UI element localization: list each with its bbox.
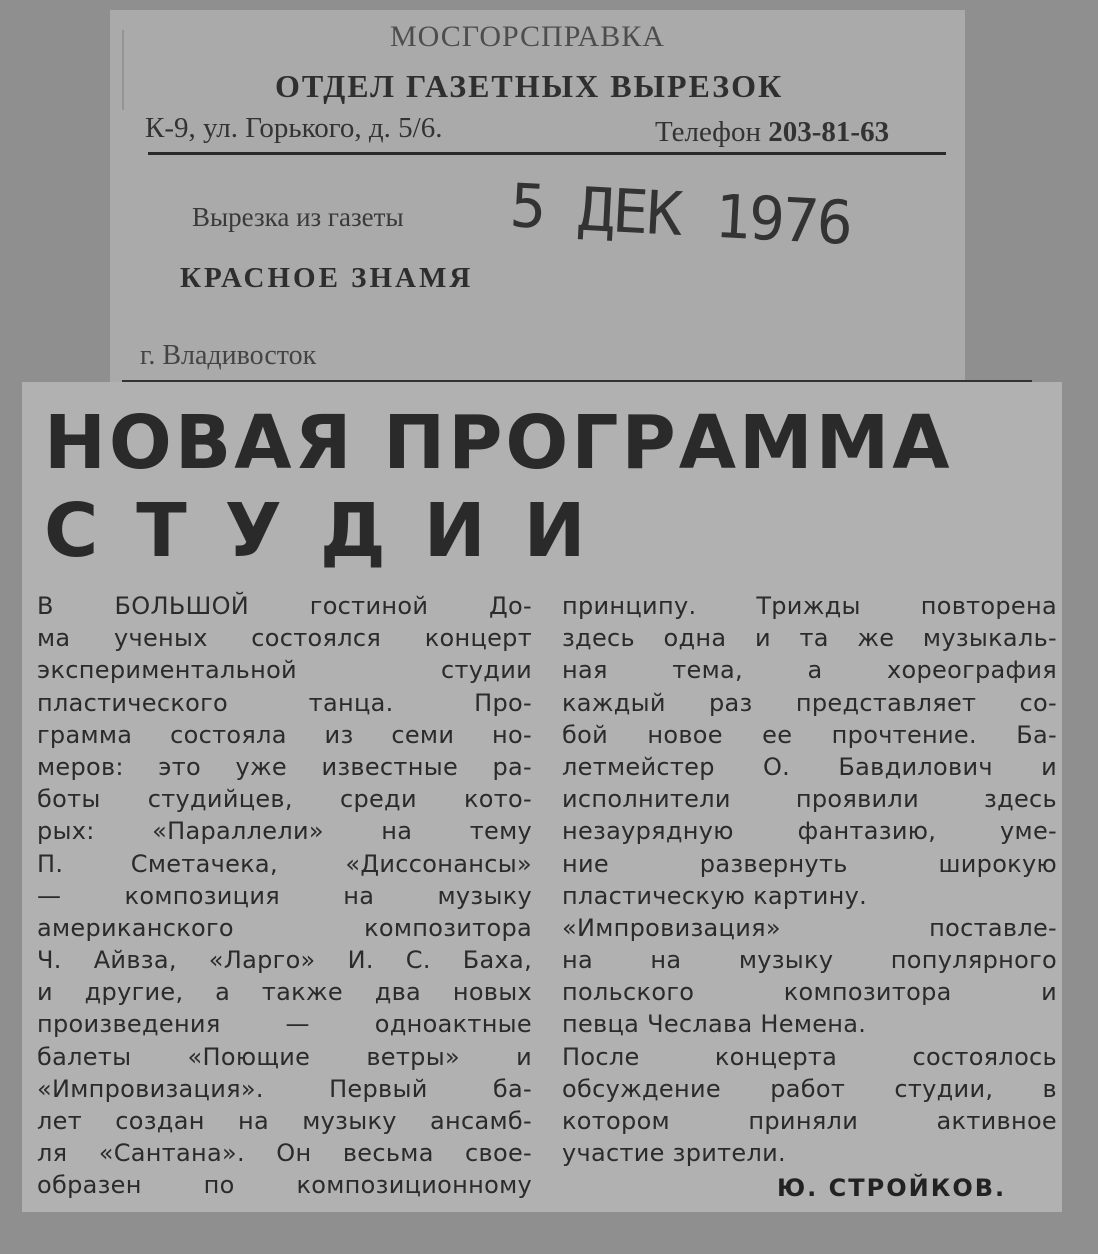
article-line: ние развернуть широкую — [562, 849, 1057, 878]
phone-number: 203-81-63 — [768, 116, 890, 148]
newspaper-name: КРАСНОЕ ЗНАМЯ — [180, 262, 474, 294]
date-stamp: 5 ДЕК 1976 — [508, 171, 853, 259]
author-signature: Ю. СТРОЙКОВ. — [777, 1174, 1007, 1202]
article-line: здесь одна и та же музыкаль- — [562, 624, 1057, 653]
article-line: произведения — одноактные — [37, 1010, 532, 1039]
article-line: боты студийцев, среди кото- — [37, 785, 532, 814]
article-line: «Импровизация» поставле- — [562, 913, 1057, 942]
article-line: ма ученых состоялся концерт — [37, 624, 532, 653]
article-line: лет создан на музыку ансамб- — [37, 1107, 532, 1135]
newspaper-city: г. Владивосток — [140, 340, 317, 371]
article-line: пластического танца. Про- — [37, 688, 532, 717]
article-line: обсуждение работ студии, в — [562, 1074, 1057, 1103]
article-line: экспериментальной студии — [37, 656, 532, 685]
clipping-service-slip — [110, 10, 965, 390]
department-name: ОТДЕЛ ГАЗЕТНЫХ ВЫРЕЗОК — [275, 68, 784, 104]
article-line: ля «Сантана». Он весьма свое- — [37, 1139, 532, 1168]
article-line: исполнители проявили здесь — [562, 785, 1057, 814]
headline-line-1: НОВАЯ ПРОГРАММА — [44, 400, 953, 486]
article-line: образен по композиционному — [37, 1171, 532, 1200]
article-column-2 — [562, 590, 1057, 1169]
article-line: котором приняли активное — [562, 1107, 1057, 1135]
clip-source-label: Вырезка из газеты — [192, 202, 404, 232]
article-line: меров: это уже известные ра- — [37, 752, 532, 781]
article-line: пластическую картину. — [562, 881, 868, 910]
article-line: незаурядную фантазию, уме- — [562, 817, 1057, 846]
article-line: грамма состояла из семи но- — [37, 720, 532, 749]
article-line: бой новое ее прочтение. Ба- — [562, 720, 1057, 749]
newspaper-clipping — [22, 382, 1062, 1212]
address: К-9, ул. Горького, д. 5/6. — [145, 112, 443, 144]
phone-label: Телефон — [655, 116, 761, 148]
article-line: принципу. Трижды повторена — [562, 592, 1057, 620]
article-line: летмейстер О. Бавдилович и — [562, 752, 1057, 781]
article-line: каждый раз представляет со- — [562, 688, 1057, 717]
article-line: В БОЛЬШОЙ гостиной До- — [37, 592, 532, 620]
headline-line-2: СТУДИИ — [44, 488, 624, 574]
clip-top-line — [122, 380, 1032, 382]
article-line: Ч. Айвза, «Ларго» И. С. Баха, — [37, 946, 532, 975]
pen-mark — [122, 30, 144, 110]
article-column-1 — [37, 590, 532, 1202]
article-line: — композиция на музыку — [37, 881, 532, 910]
article-line: американского композитора — [37, 913, 532, 942]
article-line: участие зрители. — [562, 1139, 786, 1168]
article-line: «Импровизация». Первый ба- — [37, 1074, 532, 1103]
article-line: польского композитора и — [562, 978, 1057, 1007]
article-line: и другие, а также два новых — [37, 978, 532, 1007]
article-line: певца Чеслава Немена. — [562, 1010, 867, 1039]
article-line: ная тема, а хореография — [562, 656, 1057, 685]
organization-name: МОСГОРСПРАВКА — [390, 20, 665, 53]
phone — [655, 116, 889, 149]
article-line: рых: «Параллели» на тему — [37, 817, 532, 846]
article-line: балеты «Поющие ветры» и — [37, 1042, 532, 1071]
slip-divider — [148, 152, 946, 155]
article-line: П. Сметачека, «Диссонансы» — [37, 849, 532, 878]
article-line: После концерта состоялось — [562, 1042, 1057, 1071]
article-line: на на музыку популярного — [562, 946, 1057, 975]
